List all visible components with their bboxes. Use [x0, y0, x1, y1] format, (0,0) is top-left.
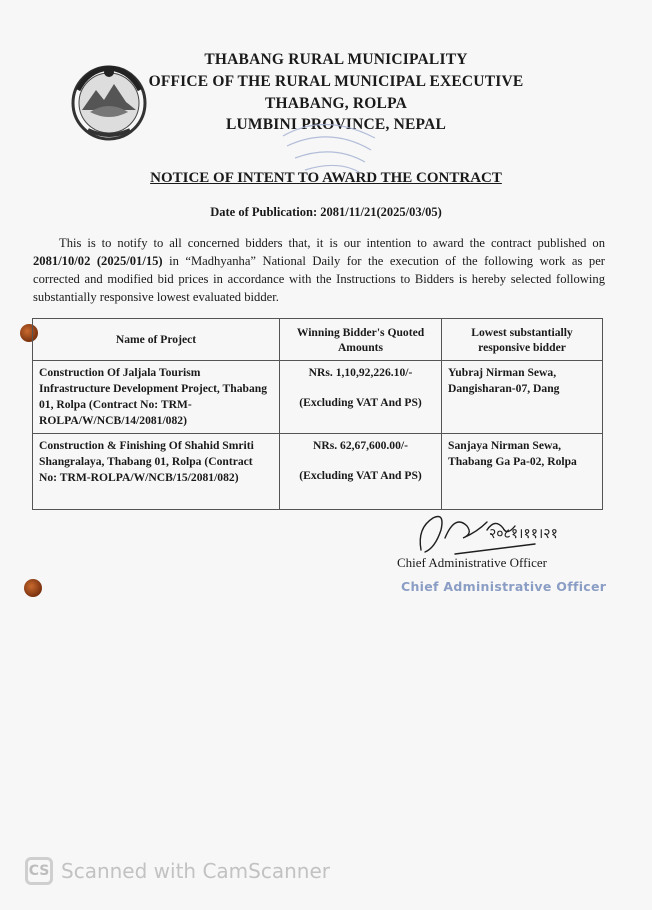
office-province: LUMBINI PROVINCE, NEPAL [225, 116, 447, 133]
office-stamp-icon [275, 116, 385, 178]
scanner-text: Scanned with CamScanner [61, 859, 330, 883]
table-row [33, 361, 603, 434]
quoted-amount-cell [280, 361, 442, 434]
table-row [33, 434, 603, 510]
project-name: Construction & Finishing Of Shahid Smriti Shangralaya, Thabang 01, Rolpa (Contract No: TRM-ROLPA/W/NCB/15/2081/082) [33, 434, 280, 510]
bidder-name: Yubraj Nirman Sewa, Dangisharan-07, Dang [442, 361, 603, 434]
signature-icon [415, 508, 565, 560]
award-table [32, 318, 603, 510]
scanner-watermark [25, 857, 330, 885]
signatory-title: Chief Administrative Officer [397, 555, 547, 570]
header-bidder: Lowest substantially responsive bidder [442, 319, 603, 361]
publication-date: Date of Publication: 2081/11/21(2025/03/05) [210, 205, 442, 219]
quoted-amount: NRs. 1,10,92,226.10/- [308, 366, 413, 379]
header-amount: Winning Bidder's Quoted Amounts [280, 319, 442, 361]
signatory-stamp: Chief Administrative Officer [401, 579, 607, 594]
table-header-row [33, 319, 603, 361]
quoted-amount: NRs. 62,67,600.00/- [312, 439, 408, 452]
paragraph-pub-date: 2081/10/02 (2025/01/15) [33, 254, 163, 268]
project-name: Construction Of Jaljala Tourism Infrastructure Development Project, Thabang 01, Rolpa (Contract No: TRM-ROLPA/W/NCB/14/2081/082) [33, 361, 280, 434]
header-project: Name of Project [33, 319, 280, 361]
signature-date: २०८१।११।२१ [489, 526, 558, 542]
bidder-name: Sanjaya Nirman Sewa, Thabang Ga Pa-02, Rolpa [442, 434, 603, 510]
punch-hole [24, 579, 42, 597]
municipality-name: THABANG RURAL MUNICIPALITY [204, 51, 468, 68]
notice-title: NOTICE OF INTENT TO AWARD THE CONTRACT [150, 170, 502, 186]
vat-note: (Excluding VAT And PS) [299, 396, 422, 409]
paragraph-intro: This is to notify to all concerned bidders that, it is our intention to award the contract published on [59, 236, 605, 250]
office-location: THABANG, ROLPA [264, 95, 408, 112]
quoted-amount-cell [280, 434, 442, 510]
office-name: OFFICE OF THE RURAL MUNICIPAL EXECUTIVE [148, 73, 524, 90]
paragraph-rest: in “Madhyanha” National Daily for the execution of the following work as per corrected and modified bid prices in accordance with the Instructions to Bidders is hereby selected following substantially responsive lowest evaluated bidder. [33, 254, 605, 304]
vat-note: (Excluding VAT And PS) [299, 469, 422, 482]
camscanner-logo-icon: CS [25, 857, 53, 885]
notice-paragraph [33, 234, 605, 306]
